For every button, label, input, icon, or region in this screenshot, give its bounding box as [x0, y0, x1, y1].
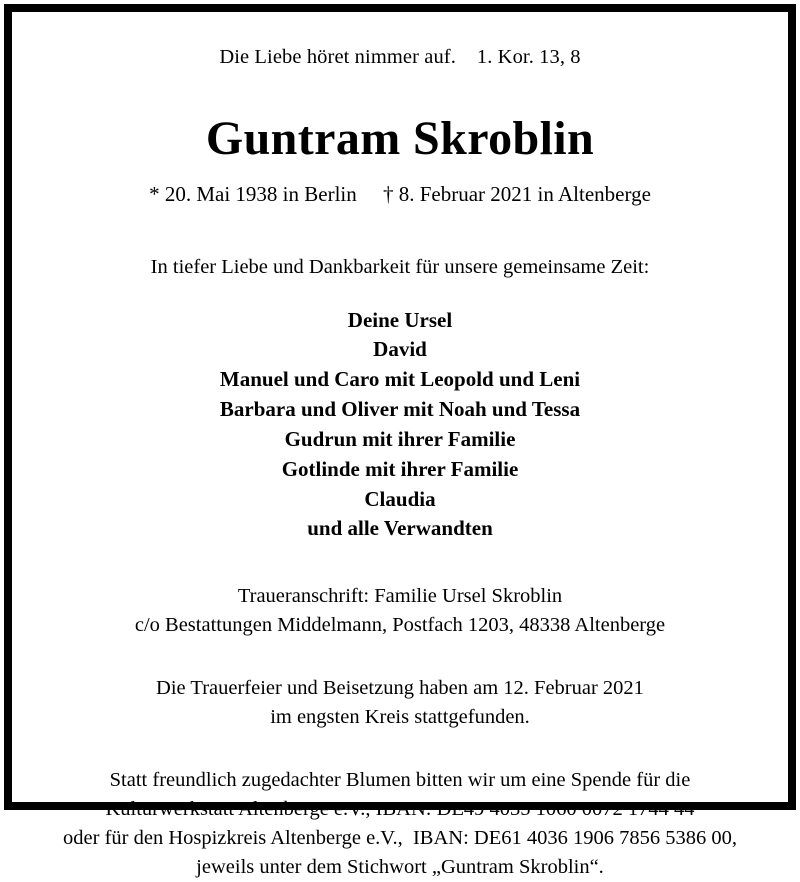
list-item: Gudrun mit ihrer Familie	[284, 426, 516, 451]
deceased-name: Guntram Skroblin	[205, 111, 595, 165]
list-item: David	[373, 337, 427, 362]
scripture-motto: Die Liebe höret nimmer auf. 1. Kor. 13, 8	[219, 46, 581, 68]
list-item: Barbara und Oliver mit Noah und Tessa	[219, 397, 581, 422]
list-item: Claudia	[364, 486, 436, 511]
ceremony-line-2: im engsten Kreis stattgefunden.	[270, 706, 530, 729]
list-item: und alle Verwandten	[307, 516, 493, 541]
list-item: Deine Ursel	[347, 307, 453, 332]
donation-line-4-reference: jeweils unter dem Stichwort „Guntram Skroblin“.	[196, 855, 604, 878]
list-item: Manuel und Caro mit Leopold und Leni	[219, 367, 581, 392]
ceremony-information-block	[38, 674, 762, 732]
donation-request-block	[38, 766, 762, 882]
address-line-2: c/o Bestattungen Middelmann, Postfach 1203, 48338 Altenberge	[134, 614, 666, 637]
address-line-1: Traueranschrift: Familie Ursel Skroblin	[237, 585, 563, 608]
ceremony-line-1: Die Trauerfeier und Beisetzung haben am 12. Februar 2021	[156, 677, 644, 700]
donation-line-3-iban-hospizkreis: oder für den Hospizkreis Altenberge e.V., IBAN: DE61 4036 1906 7856 5386 00,	[63, 826, 737, 849]
death-notice-content	[12, 12, 788, 878]
survivors-list	[38, 306, 762, 545]
mourning-border-frame	[4, 4, 796, 878]
lifespan-dates: * 20. Mai 1938 in Berlin † 8. Februar 2021 in Altenberge	[149, 181, 651, 206]
mourning-address-block	[38, 582, 762, 640]
donation-line-1: Statt freundlich zugedachter Blumen bitten wir um eine Spende für die	[109, 768, 691, 791]
list-item: Gotlinde mit ihrer Familie	[281, 456, 519, 481]
donation-line-2-iban-kulturwerkstatt: Kulturwerkstatt Altenberge e.V., IBAN: DE49 4035 1060 0072 1744 44	[105, 797, 695, 820]
dedication-text: In tiefer Liebe und Dankbarkeit für unsere gemeinsame Zeit:	[150, 256, 650, 279]
